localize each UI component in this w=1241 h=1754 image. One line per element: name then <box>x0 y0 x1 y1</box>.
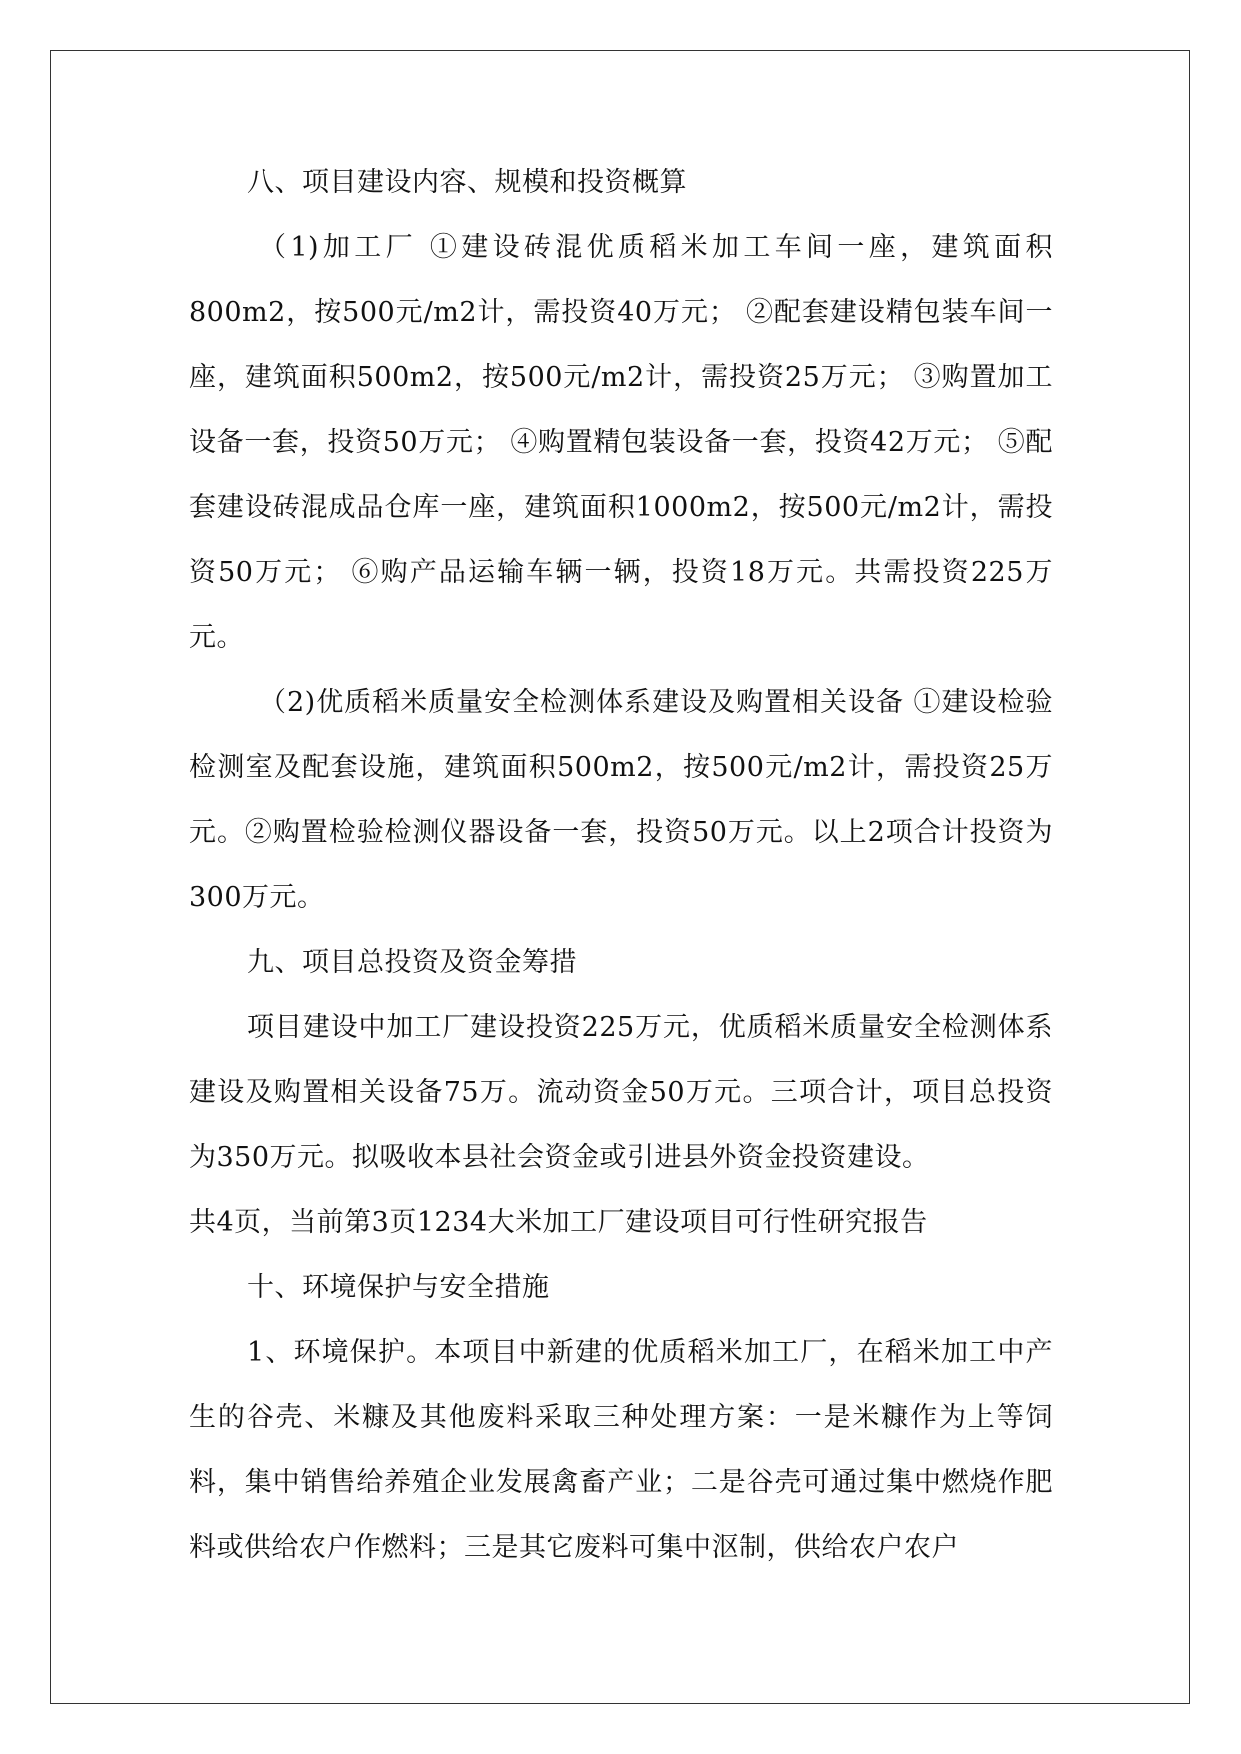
section-10-heading: 十、环境保护与安全措施 <box>247 1272 550 1303</box>
section-8-paragraph-1: （1)加工厂 ①建设砖混优质稻米加工车间一座，建筑面积800m2，按500元/m2计，需投资40万元； ②配套建设精包装车间一座，建筑面积500m2，按500元/m2计，需投资25万元； ③购置加工设备一套，投资50万元； ④购置精包装设备一套，投资42万元； ⑤配套建设砖混成品仓库一座，建筑面积1000m2，按500元/m2计，需投资50万元； ⑥购产品运输车辆一辆，投资18万元。共需投资225万元。 <box>189 232 1053 653</box>
section-8-paragraph-2: （2)优质稻米质量安全检测体系建设及购置相关设备 ①建设检验检测室及配套设施，建筑面积500m2，按500元/m2计，需投资25万元。②购置检验检测仪器设备一套，投资50万元。以上2项合计投资为300万元。 <box>189 687 1053 913</box>
section-9-heading: 九、项目总投资及资金筹措 <box>247 947 577 978</box>
section-9-paragraph-1: 项目建设中加工厂建设投资225万元，优质稻米质量安全检测体系建设及购置相关设备75万。流动资金50万元。三项合计，项目总投资为350万元。拟吸收本县社会资金或引进县外资金投资建设。 <box>189 1012 1053 1173</box>
section-8-heading: 八、项目建设内容、规模和投资概算 <box>247 167 687 198</box>
document-body <box>189 150 1053 1580</box>
section-10-paragraph-1: 1、环境保护。本项目中新建的优质稻米加工厂，在稻米加工中产生的谷壳、米糠及其他废料采取三种处理方案：一是米糠作为上等饲料，集中销售给养殖企业发展禽畜产业；二是谷壳可通过集中燃烧作肥料或供给农户作燃料；三是其它废料可集中沤制，供给农户农户 <box>189 1337 1053 1563</box>
page-note: 共4页，当前第3页1234大米加工厂建设项目可行性研究报告 <box>189 1207 928 1238</box>
